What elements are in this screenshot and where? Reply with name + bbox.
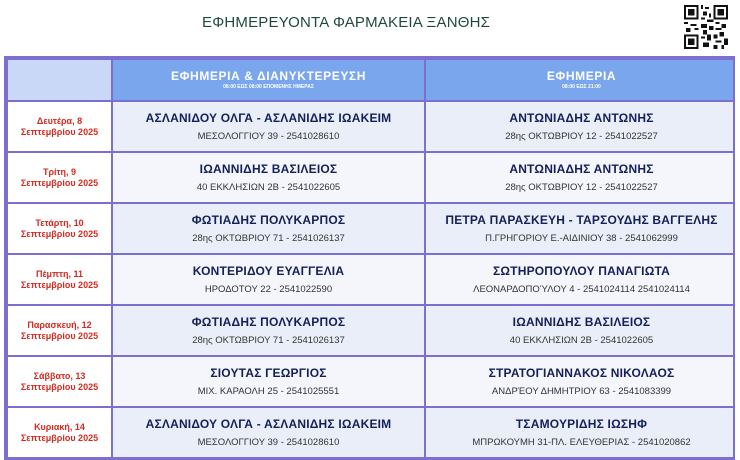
date-cell bbox=[8, 306, 111, 355]
table-row bbox=[8, 357, 735, 406]
day-pharmacy-cell bbox=[426, 408, 735, 457]
date-cell bbox=[8, 408, 111, 457]
date-day: Δευτέρα, 8 bbox=[36, 115, 83, 126]
date-month: Σεπτεμβρίου 2025 bbox=[20, 432, 99, 443]
overnight-pharmacy-cell bbox=[113, 153, 424, 202]
header-day-hours: 08:00 ΕΩΣ 21:00 bbox=[562, 84, 601, 90]
pharmacy-address: 28ης ΟΚΤΩΒΡΙΟΥ 12 - 2541022527 bbox=[505, 131, 658, 142]
pharmacy-schedule-table bbox=[4, 56, 735, 460]
pharmacy-name: ΣΙΟΥΤΑΣ ΓΕΩΡΓΙΟΣ bbox=[210, 366, 327, 380]
overnight-pharmacy-cell bbox=[113, 306, 424, 355]
pharmacy-address: 40 ΕΚΚΛΗΣΙΩΝ 2Β - 2541022605 bbox=[196, 182, 341, 193]
header-overnight-hours: 08:00 ΕΩΣ 08:00 ΕΠΟΜΕΝΗΣ ΗΜΕΡΑΣ bbox=[223, 84, 314, 90]
pharmacy-address: 40 ΕΚΚΛΗΣΙΩΝ 2Β - 2541022605 bbox=[509, 335, 654, 346]
table-header-row bbox=[8, 60, 735, 100]
pharmacy-name: ΑΣΛΑΝΙΔΟΥ ΟΛΓΑ - ΑΣΛΑΝΙΔΗΣ ΙΩΑΚΕΙΜ bbox=[145, 111, 392, 125]
date-day: Πέμπτη, 11 bbox=[36, 268, 83, 279]
day-pharmacy-cell bbox=[426, 153, 735, 202]
pharmacy-name: ΙΩΑΝΝΙΔΗΣ ΒΑΣΙΛΕΙΟΣ bbox=[512, 315, 651, 329]
pharmacy-name: ΑΣΛΑΝΙΔΟΥ ΟΛΓΑ - ΑΣΛΑΝΙΔΗΣ ΙΩΑΚΕΙΜ bbox=[145, 417, 392, 431]
pharmacy-address: Π.ΓΡΗΓΟΡΙΟΥ Ε.-ΑΙΔΙΝΙΟΥ 38 - 2541062999 bbox=[485, 233, 678, 244]
pharmacy-name: ΣΤΡΑΤΟΓΙΑΝΝΑΚΟΣ ΝΙΚΟΛΑΟΣ bbox=[488, 366, 675, 380]
date-cell bbox=[8, 357, 111, 406]
date-day: Τετάρτη, 10 bbox=[35, 217, 84, 228]
table-row bbox=[8, 255, 735, 304]
overnight-pharmacy-cell bbox=[113, 102, 424, 151]
date-month: Σεπτεμβρίου 2025 bbox=[20, 177, 99, 188]
date-month: Σεπτεμβρίου 2025 bbox=[20, 381, 99, 392]
day-pharmacy-cell bbox=[426, 357, 735, 406]
date-cell bbox=[8, 102, 111, 151]
pharmacy-address: ΜΙΧ. ΚΑΡΑΟΛΗ 25 - 2541025551 bbox=[197, 386, 340, 397]
pharmacy-address: ΜΠΡΩΚΟΥΜΗ 31-ΠΛ. ΕΛΕΥΘΕΡΙΑΣ - 2541020862 bbox=[472, 437, 691, 448]
pharmacy-address: ΗΡΟΔΟΤΟΥ 22 - 2541022590 bbox=[204, 284, 333, 295]
pharmacy-name: ΦΩΤΙΑΔΗΣ ΠΟΛΥΚΑΡΠΟΣ bbox=[191, 315, 346, 329]
day-pharmacy-cell bbox=[426, 255, 735, 304]
pharmacy-address: ΑΝΔΡΈΟΥ ΔΗΜΗΤΡΙΟΥ 63 - 2541083399 bbox=[491, 386, 672, 397]
header-overnight-duty bbox=[113, 60, 424, 100]
pharmacy-name: ΚΟΝΤΕΡΙΔΟΥ ΕΥΑΓΓΕΛΙΑ bbox=[192, 264, 345, 278]
date-day: Σάββατο, 13 bbox=[33, 370, 86, 381]
overnight-pharmacy-cell bbox=[113, 255, 424, 304]
pharmacy-name: ΠΕΤΡΑ ΠΑΡΑΣΚΕΥΗ - ΤΑΡΣΟΥΔΗΣ ΒΑΓΓΕΛΗΣ bbox=[445, 213, 718, 227]
day-pharmacy-cell bbox=[426, 306, 735, 355]
pharmacy-name: ΤΣΑΜΟΥΡΙΔΗΣ ΙΩΣΗΦ bbox=[515, 417, 648, 431]
pharmacy-name: ΣΩΤΗΡΟΠΟΥΛΟΥ ΠΑΝΑΓΙΩΤΑ bbox=[492, 264, 671, 278]
date-month: Σεπτεμβρίου 2025 bbox=[20, 279, 99, 290]
pharmacy-name: ΙΩΑΝΝΙΔΗΣ ΒΑΣΙΛΕΙΟΣ bbox=[199, 162, 338, 176]
pharmacy-address: 28ης ΟΚΤΩΒΡΙΟΥ 71 - 2541026137 bbox=[192, 233, 345, 244]
pharmacy-name: ΑΝΤΩΝΙΑΔΗΣ ΑΝΤΩΝΗΣ bbox=[509, 111, 654, 125]
header-date-column bbox=[8, 60, 111, 100]
pharmacy-address: 28ης ΟΚΤΩΒΡΙΟΥ 71 - 2541026137 bbox=[192, 335, 345, 346]
date-month: Σεπτεμβρίου 2025 bbox=[20, 228, 99, 239]
table-row bbox=[8, 306, 735, 355]
header-day-duty bbox=[426, 60, 735, 100]
overnight-pharmacy-cell bbox=[113, 408, 424, 457]
pharmacy-name: ΦΩΤΙΑΔΗΣ ΠΟΛΥΚΑΡΠΟΣ bbox=[191, 213, 346, 227]
header-day-title: ΕΦΗΜΕΡΙΑ bbox=[546, 69, 617, 83]
date-month: Σεπτεμβρίου 2025 bbox=[20, 330, 99, 341]
page-title: ΕΦΗΜΕΡΕΥΟΝΤΑ ΦΑΡΜΑΚΕΙΑ ΞΑΝΘΗΣ bbox=[202, 14, 491, 31]
date-day: Τρίτη, 9 bbox=[42, 166, 77, 177]
date-cell bbox=[8, 153, 111, 202]
date-day: Παρασκευή, 12 bbox=[27, 319, 92, 330]
date-day: Κυριακή, 14 bbox=[34, 421, 85, 432]
header-overnight-title: ΕΦΗΜΕΡΙΑ & ΔΙΑΝΥΚΤΕΡΕΥΣΗ bbox=[171, 69, 366, 83]
pharmacy-address: 28ης ΟΚΤΩΒΡΙΟΥ 12 - 2541022527 bbox=[505, 182, 658, 193]
table-row bbox=[8, 102, 735, 151]
day-pharmacy-cell bbox=[426, 204, 735, 253]
date-month: Σεπτεμβρίου 2025 bbox=[20, 126, 99, 137]
day-pharmacy-cell bbox=[426, 102, 735, 151]
pharmacy-address: ΛΕΟΝΑΡΔΟΠΟΎΛΟΥ 4 - 2541024114 2541024114 bbox=[473, 284, 690, 295]
table-row bbox=[8, 204, 735, 253]
pharmacy-name: ΑΝΤΩΝΙΑΔΗΣ ΑΝΤΩΝΗΣ bbox=[509, 162, 654, 176]
pharmacy-address: ΜΕΣΟΛΟΓΓΙΟΥ 39 - 2541028610 bbox=[197, 437, 340, 448]
date-cell bbox=[8, 255, 111, 304]
table-row bbox=[8, 408, 735, 457]
table-row bbox=[8, 153, 735, 202]
date-cell bbox=[8, 204, 111, 253]
overnight-pharmacy-cell bbox=[113, 357, 424, 406]
pharmacy-address: ΜΕΣΟΛΟΓΓΙΟΥ 39 - 2541028610 bbox=[197, 131, 340, 142]
overnight-pharmacy-cell bbox=[113, 204, 424, 253]
qr-code-icon[interactable] bbox=[684, 5, 728, 49]
